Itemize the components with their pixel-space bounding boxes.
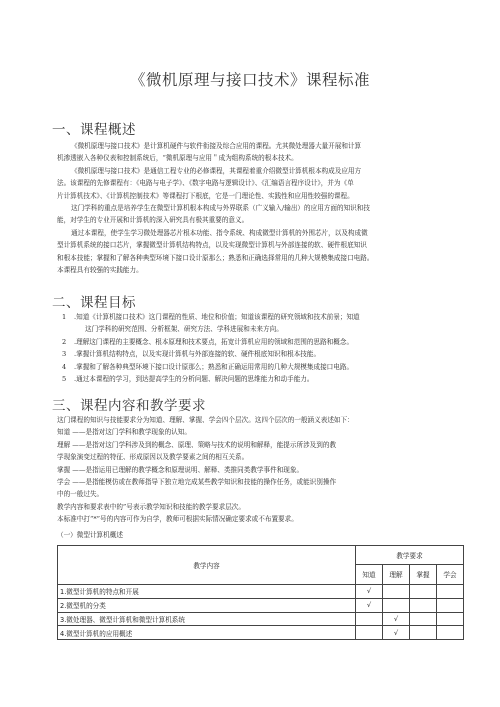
list-item-text: .掌握计算机结构特点，以及实现计算机与外部连接的软、硬件根底知识和根本技能。 bbox=[74, 350, 321, 359]
table-cell-mark: √ bbox=[356, 598, 383, 612]
list-item-text: .掌握和了解各种典型环境下接口设计原那么；熟悉和正确运用常用的几种大规模集成接口电路。 bbox=[74, 362, 354, 371]
table-row bbox=[58, 626, 464, 640]
table-cell-mark bbox=[410, 612, 437, 626]
table-row bbox=[58, 585, 464, 599]
document-title: 《微机原理与接口技术》课程标准 bbox=[129, 71, 370, 89]
section-heading-goals: 二、课程目标 bbox=[52, 295, 136, 311]
table-row bbox=[58, 598, 464, 612]
list-item-text: .理解这门课程的主要概念、根本原理和技术要点，拓宽计算机应用的领域和范围的思路和概念。 bbox=[74, 337, 354, 346]
table-header-requirements: 教学要求 bbox=[356, 546, 464, 565]
goals-list bbox=[62, 311, 462, 385]
list-item-text: 这门学科的研究范围、分析框架、研究方法、学科进展和未来方向。 bbox=[85, 325, 283, 334]
list-item bbox=[62, 311, 462, 323]
table-cell-item: 1.微型计算机的特点和开展 bbox=[58, 585, 356, 599]
list-item-text: .知道《计算机接口技术》这门课程的性质、地位和价值；知道该课程的研究领域和技术前景；知道 bbox=[74, 313, 360, 321]
requirements-table bbox=[57, 545, 464, 640]
text-line: 和根本技能；掌握和了解各种典型环境下接口设计原那么；熟悉和正确选择常用的几种大规模集成接口电路。 bbox=[57, 253, 374, 262]
text-line: 法。该课程的先修课程有：《电路与电子学》、《数字电路与逻辑设计》、《汇编语言程序设计》，并为《单 bbox=[57, 179, 354, 188]
list-item-number: 5 bbox=[62, 374, 67, 383]
table-header-level: 知道 bbox=[356, 564, 383, 584]
table-cell-item: 4.微型计算机的应用概述 bbox=[58, 626, 356, 640]
table-cell-mark bbox=[437, 585, 464, 599]
list-item-number: 3 bbox=[62, 350, 67, 359]
text-line: 《微机原理与接口技术》是通信工程专业的必修课程，其课程着重介绍微型计算机根本构成及应用方 bbox=[71, 167, 362, 175]
text-line: 学会 ——是指能模仿或在教师指导下独立地完成某些教学知识和技能的操作任务，或能识别操作 bbox=[57, 478, 337, 487]
table-cell-mark: √ bbox=[383, 626, 410, 640]
list-item-number: 4 bbox=[62, 362, 67, 371]
table-cell-item: 3.微处理器、微型计算机和微型计算机系统 bbox=[58, 612, 356, 626]
text-line: 能，对学生的专业开展和计算机的深入研究具有极其重要的意义。 bbox=[57, 216, 249, 225]
table-cell-mark bbox=[383, 585, 410, 599]
text-line: 机渗透嵌入各种仪表和控制系统后，“微机原理与应用＂成为组构系统的根本技术。 bbox=[57, 154, 298, 163]
paragraph-overview-2 bbox=[57, 165, 457, 202]
table-header-content: 教学内容 bbox=[58, 546, 356, 585]
table-cell-mark bbox=[437, 626, 464, 640]
text-line: 理解 ——是指对这门学科涉及到的概念、原理、策略与技术的说明和解释，能提示所涉及到的教 bbox=[57, 440, 337, 449]
table-cell-mark bbox=[410, 626, 437, 640]
text-line: 《微机原理与接口技术》是计算机硬件与软件衔接及综合应用的课程。尤其微处理器大量开展和计算 bbox=[71, 142, 362, 150]
section-heading-overview: 一、课程概述 bbox=[52, 122, 136, 138]
list-item-continuation bbox=[62, 323, 462, 335]
text-line: 型计算机系统的接口芯片，掌握微型计算机结构特点，以及实现微型计算机与外部连接的软、硬件根底知识 bbox=[57, 241, 367, 250]
text-line: 掌握 ——是指运用已理解的教学概念和原理说明、解释、类推同类教学事件和现象。 bbox=[57, 465, 304, 474]
paragraph-overview-1 bbox=[57, 140, 457, 165]
table-cell-mark bbox=[410, 585, 437, 599]
list-item bbox=[62, 348, 462, 360]
text-line: 教学内容和要求表中的”号表示教学知识和技能的教学要求层次。 bbox=[57, 502, 245, 511]
text-line: 这门学科的重点是培养学生在微型计算机根本构成与外界联系（广义输入/输出）的应用方面的知识和技 bbox=[71, 204, 370, 212]
table-row bbox=[58, 612, 464, 626]
paragraph-overview-3 bbox=[57, 202, 457, 227]
list-item-text: .通过本课程的学习，到达提高学生的分析问题、解决问题的思维能力和动手能力。 bbox=[74, 374, 314, 383]
text-line: 这门课程的知识与技能要求分为知道、理解、掌握、学会四个层次。这四个层次的一般涵义表述如下： bbox=[57, 416, 354, 424]
table-header-level: 学会 bbox=[437, 564, 464, 584]
table-header-level: 掌握 bbox=[410, 564, 437, 584]
table-cell-mark bbox=[356, 612, 383, 626]
table-cell-mark bbox=[410, 598, 437, 612]
table-header-level: 理解 bbox=[383, 564, 410, 584]
table-cell-mark bbox=[437, 598, 464, 612]
text-line: 中的一般过失。 bbox=[57, 490, 104, 499]
list-item-number: 1 bbox=[62, 313, 67, 321]
text-line: 本课程具有较强的实践能力。 bbox=[57, 266, 143, 275]
table-cell-mark bbox=[383, 598, 410, 612]
text-line: 通过本课程，使学生学习微处理器芯片根本功能、指令系统、构成微型计算机的外围芯片，以及构成微 bbox=[71, 229, 368, 237]
table-cell-item: 2.微型机的分类 bbox=[58, 598, 356, 612]
list-item bbox=[62, 361, 462, 373]
text-line: 知道 ——是指对这门学科和教学现象的认知。 bbox=[57, 428, 191, 437]
subsection-heading: （一）微型计算机概述 bbox=[57, 531, 123, 539]
table-cell-mark bbox=[437, 612, 464, 626]
table-cell-mark: √ bbox=[383, 612, 410, 626]
table-cell-mark: √ bbox=[356, 585, 383, 599]
list-item bbox=[62, 373, 462, 385]
text-line: 本标准中打“*”号的内容可作为自学，教师可根据实际情况确定要求或不布置要求。 bbox=[57, 515, 298, 524]
text-line: 学现象演变过程的特征、形成原因以及教学要素之间的相互关系。 bbox=[57, 453, 249, 462]
section-heading-content: 三、课程内容和教学要求 bbox=[52, 398, 206, 414]
paragraph-content-requirements bbox=[57, 414, 457, 526]
paragraph-overview-4 bbox=[57, 227, 457, 277]
list-item-number: 2 bbox=[62, 337, 67, 346]
table-cell-mark bbox=[356, 626, 383, 640]
list-item bbox=[62, 336, 462, 348]
text-line: 片计算机技术》、《计算机控制技术》等课程打下根底，它是一门理论性、实践性和应用性较强的课程。 bbox=[57, 191, 354, 200]
